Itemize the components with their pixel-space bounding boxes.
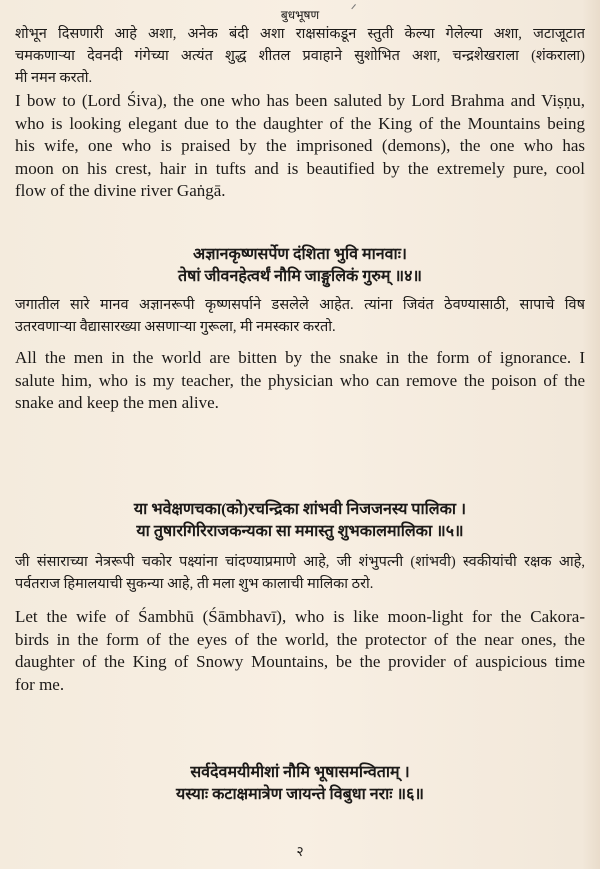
text-line: birds in the form of the eyes of the world, the protector of the near ones, the xyxy=(15,629,585,649)
text-line: his wife, one who is praised by the imprisoned (demons), the one who has xyxy=(15,136,585,155)
verse-4 xyxy=(0,244,600,288)
verse-line: यस्याः कटाक्षमात्रेण जायन्ते विबुधा नराः ॥६॥ xyxy=(175,786,425,803)
text-line: जगातील सारे मानव अज्ञानरूपी कृष्णसर्पाने डसलेले आहेत. त्यांना जिवंत ठेवण्यासाठी, सापाचे विष xyxy=(15,297,585,313)
text-line: शोभून दिसणारी आहे अशा, अनेक बंदी अशा राक्षसांकडून स्तुती केल्या गेलेल्या अशा, जटाजूटात xyxy=(15,26,585,42)
verse-line: तेषां जीवनहेत्वर्थं नौमि जाङ्गुलिकं गुरुम् ॥४॥ xyxy=(178,268,422,285)
text-line: उतरवणाऱ्या वैद्यासारख्या असणाऱ्या गुरूला, मी नमस्कार करतो. xyxy=(15,319,336,335)
text-line: daughter of the King of Snowy Mountains, be the provider of auspicious time xyxy=(15,652,585,671)
running-header: बुधभूषण xyxy=(280,8,320,22)
text-line: मी नमन करतो. xyxy=(15,70,93,86)
marathi-paragraph-1 xyxy=(15,23,585,89)
marathi-paragraph-2 xyxy=(15,294,585,338)
text-line: पर्वतराज हिमालयाची सुकन्या आहे, ती मला शुभ कालाची मालिका ठरो. xyxy=(15,576,374,592)
text-line: who is looking elegant due to the daughter of the King of the Mountains being xyxy=(15,113,585,133)
page-number: २ xyxy=(296,845,304,860)
verse-line: या तुषारगिरिराजकन्यका सा ममास्तु शुभकालमालिका ॥५॥ xyxy=(136,523,464,540)
text-line: salute him, who is my teacher, the physician who can remove the poison of the xyxy=(15,370,585,390)
text-line: I bow to (Lord Śiva), the one who has been saluted by Lord Brahma and Viṣṇu, xyxy=(15,91,585,110)
text-line: moon on his crest, hair in tufts and is beautified by the extremely pure, cool xyxy=(15,158,585,178)
text-line: for me. xyxy=(15,674,65,694)
text-line: All the men in the world are bitten by the snake in the form of ignorance. I xyxy=(15,348,585,367)
text-line: जी संसाराच्या नेत्ररूपी चकोर पक्ष्यांना चांदण्याप्रमाणे आहे, जी शंभुपत्नी (शांभवी) स्वकीयांची रक्षक आहे, xyxy=(15,554,585,570)
verse-5 xyxy=(0,499,600,543)
text-line: flow of the divine river Gaṅgā. xyxy=(15,181,226,200)
english-paragraph-2 xyxy=(15,347,585,415)
verse-6 xyxy=(0,762,600,806)
english-paragraph-3 xyxy=(15,606,585,696)
english-paragraph-1 xyxy=(15,90,585,203)
verse-line: या भवेक्षणचका(को)रचन्द्रिका शांभवी निजजनस्य पालिका । xyxy=(133,501,467,518)
text-line: चमकणाऱ्या देवनदी गंगेच्या अत्यंत शुद्ध शीतल प्रवाहाने सुशोभित अशा, चन्द्रशेखराला (शंकराला) xyxy=(15,48,585,64)
verse-line: अज्ञानकृष्णसर्पेण दंशिता भुवि मानवाः। xyxy=(193,246,407,263)
text-line: Let the wife of Śambhū (Śāmbhavī), who is like moon-light for the Cakora- xyxy=(15,607,585,626)
text-line: snake and keep the men alive. xyxy=(15,393,219,412)
verse-line: सर्वदेवमयीमीशां नौमि भूषासमन्विताम् । xyxy=(190,764,410,781)
marathi-paragraph-3 xyxy=(15,551,585,595)
